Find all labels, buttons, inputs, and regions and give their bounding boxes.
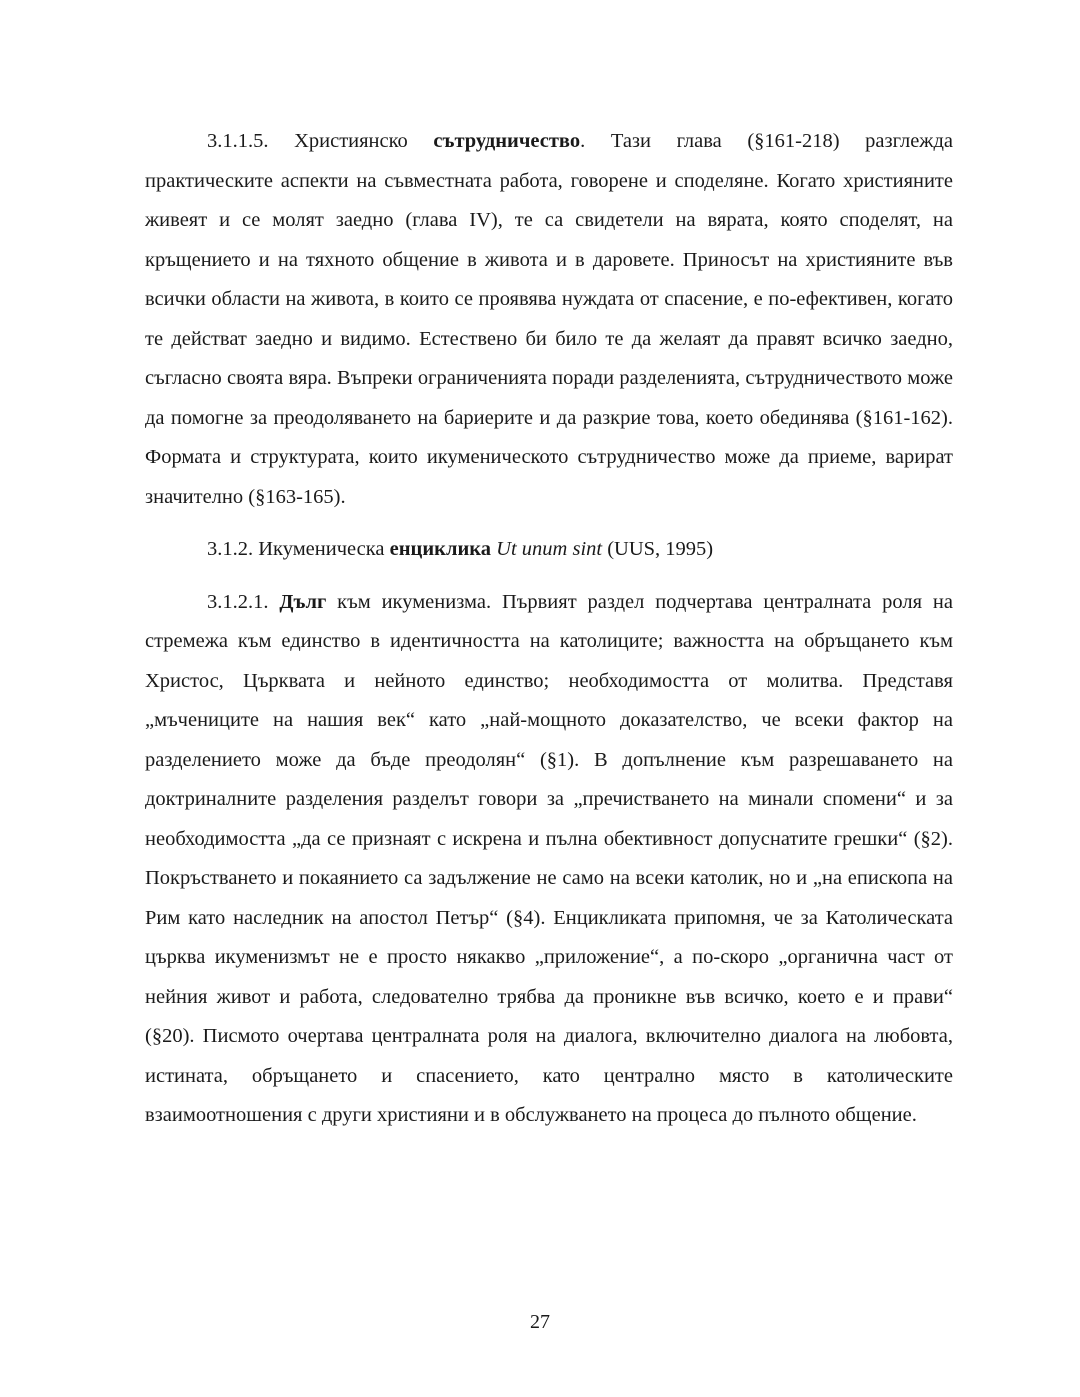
- italic-title: Ut unum sint: [496, 538, 603, 560]
- heading-312: [145, 530, 953, 570]
- page-number: 27: [530, 1311, 550, 1333]
- heading-suffix: (UUS, 1995): [607, 538, 714, 560]
- document-page: [145, 122, 953, 1136]
- bold-term: енциклика: [389, 538, 492, 560]
- paragraph-text: . Тази глава (§161-218) разглежда практическите аспекти на съвместната работа, говорене и споделяне. Когато християните живеят и се молят заедно (глава IV), те са свидетели на вярата, която споделят, на кръщението и на тяхното общение в живота и в даровете. Приносът на християните във всички области на живота, в които се проявява нуждата от спасение, е по-ефективен, когато те действат заедно и видимо. Естествено би било те да желаят да правят всичко заедно, съгласно своята вяра. Въпреки ограниченията поради разделенията, сътрудничеството може да помогне за преодоляването на бариерите и да разкрие това, което обединява (§161-162). Формата и структурата, които икуменическото сътрудничество може да приеме, варират значително (§163-165).: [145, 130, 953, 508]
- paragraph-text: към икуменизма. Първият раздел подчертава централната роля на стремежа към единство в идентичността на католиците; важността на обръщането към Христос, Църквата и нейното единство; необходимостта от молитва. Представя „мъчениците на нашия век“ като „най-мощното доказателство, че всеки фактор на разделението може да бъде преодолян“ (§1). В допълнение към разрешаването на доктриналните разделения разделът говори за „пречистването на минали спомени“ и за необходимостта „да се признаят с искрена и пълна обективност допуснатите грешки“ (§2). Покръстването и покаянието са задължение не само на всеки католик, но и „на епископа на Рим като наследник на апостол Петър“ (§4). Енцикликата припомня, че за Католическата църква икуменизмът не е просто някакво „приложение“, а по-скоро „органична част от нейния живот и работа, следователно трябва да проникне във всичко, което е и прави“ (§20). Писмото очертава централната роля на диалога, включително диалога на любовта, истината, обръщането и спасението, като централно място в католическите взаимоотношения с други християни и в обслужването на процеса до пълното общение.: [145, 590, 953, 1126]
- bold-term: Дълг: [279, 590, 327, 613]
- section-number: 3.1.1.5. Християнско: [207, 130, 434, 152]
- section-number: 3.1.2. Икуменическа: [207, 538, 390, 560]
- section-number: 3.1.2.1.: [207, 590, 280, 613]
- bold-term: сътрудничество: [433, 130, 581, 152]
- paragraph-3115: [145, 122, 953, 517]
- paragraph-3121: [145, 583, 953, 1136]
